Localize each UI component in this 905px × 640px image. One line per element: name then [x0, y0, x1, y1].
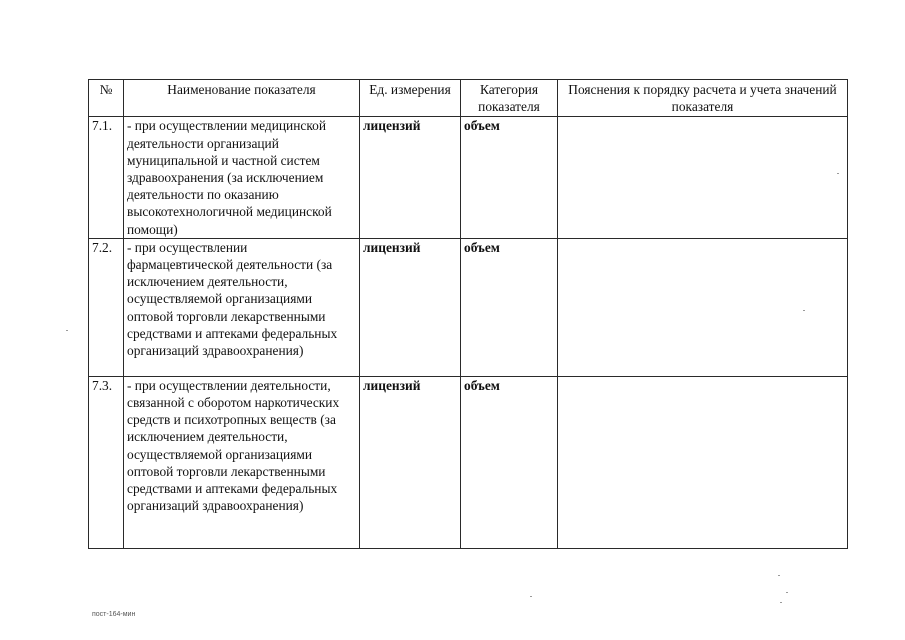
header-unit: Ед. измерения	[360, 80, 461, 117]
header-number: №	[89, 80, 124, 117]
scan-speck	[780, 602, 782, 603]
scan-speck	[786, 592, 788, 593]
scan-speck	[803, 310, 805, 311]
scan-speck	[837, 173, 839, 174]
table-row	[89, 117, 848, 238]
row-number: 7.1.	[89, 117, 124, 238]
scan-speck	[778, 575, 780, 576]
scan-speck	[530, 596, 532, 597]
row-name: - при осуществлении деятельности, связанной с оборотом наркотических средств и психотропных веществ (за исключением деятельности, осуществляемой организациями оптовой торговли лекарственными средствами и аптеками федеральных организаций здравоохранения)	[124, 376, 360, 548]
table-row	[89, 238, 848, 376]
row-number: 7.3.	[89, 376, 124, 548]
scan-speck	[66, 330, 68, 331]
row-category: объем	[461, 376, 558, 548]
header-explanation: Пояснения к порядку расчета и учета значений показателя	[558, 80, 848, 117]
row-category: объем	[461, 117, 558, 238]
row-number: 7.2.	[89, 238, 124, 376]
row-unit: лицензий	[360, 117, 461, 238]
row-explanation	[558, 238, 848, 376]
table-row	[89, 376, 848, 548]
row-unit: лицензий	[360, 376, 461, 548]
row-explanation	[558, 376, 848, 548]
row-explanation	[558, 117, 848, 238]
file-note: пост-164-мин	[92, 611, 136, 618]
row-category: объем	[461, 238, 558, 376]
table-header-row	[89, 80, 848, 117]
row-name: - при осуществлении фармацевтической деятельности (за исключением деятельности, осуществляемой организациями оптовой торговли лекарственными средствами и аптеками федеральных организаций здравоохранения)	[124, 238, 360, 376]
row-name: - при осуществлении медицинской деятельности организаций муниципальной и частной систем здравоохранения (за исключением деятельности по оказанию высокотехнологичной медицинской помощи)	[124, 117, 360, 238]
header-category: Категория показателя	[461, 80, 558, 117]
row-unit: лицензий	[360, 238, 461, 376]
header-name: Наименование показателя	[124, 80, 360, 117]
indicators-table	[88, 79, 848, 549]
